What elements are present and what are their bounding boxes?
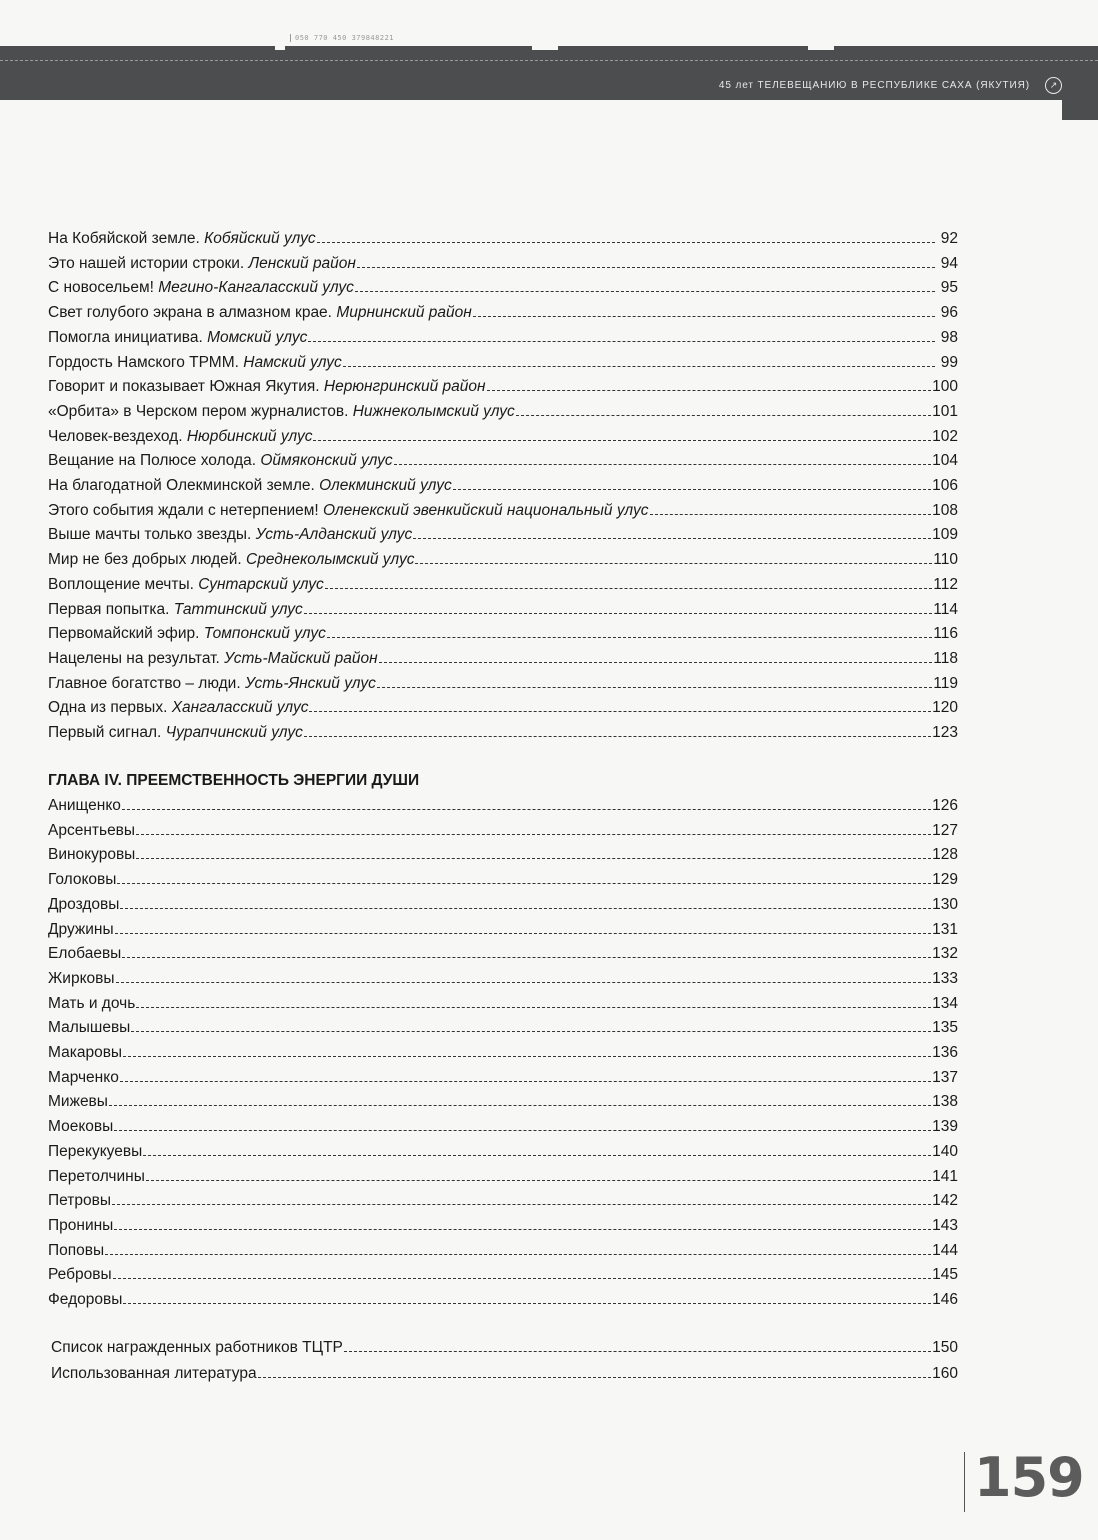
dot-leader	[116, 982, 932, 983]
dot-leader	[377, 687, 932, 688]
toc-entry-title	[48, 1167, 145, 1187]
barcode-text: 050 770 450 379848221	[290, 34, 394, 42]
toc-entry	[48, 821, 958, 841]
toc-page-number: 119	[933, 674, 958, 692]
toc-entry	[48, 920, 958, 940]
toc-entry-title	[48, 1216, 113, 1236]
toc-entry-title	[48, 649, 378, 669]
toc-entry-title	[51, 1338, 343, 1358]
toc-entry	[48, 994, 958, 1014]
top-margin	[0, 0, 1098, 48]
toc-entry-region: Мирнинский район	[336, 304, 472, 322]
toc-entry	[48, 895, 958, 915]
dot-leader	[413, 538, 931, 539]
toc-entry	[51, 1364, 958, 1384]
dot-leader	[115, 933, 932, 934]
toc-entry-text: Поповы	[48, 1241, 105, 1259]
toc-entry-text: Воплощение мечты.	[48, 575, 194, 593]
toc-entry	[48, 254, 958, 274]
dot-leader	[114, 1229, 931, 1230]
dot-leader	[136, 1007, 931, 1008]
dot-leader	[317, 242, 935, 243]
toc-entry-region: Хангаласский улус	[171, 699, 309, 717]
toc-entry	[48, 649, 958, 669]
toc-entry-text: Первая попытка.	[48, 600, 170, 618]
toc-entry	[48, 1092, 958, 1112]
dot-leader	[473, 316, 935, 317]
toc-page-number: 137	[932, 1068, 958, 1086]
toc-entry-title	[48, 1068, 119, 1088]
header-notch	[808, 46, 834, 50]
toc-entry	[48, 550, 958, 570]
toc-entry-title	[51, 1364, 257, 1384]
toc-entry-text: Свет голубого экрана в алмазном крае.	[48, 304, 332, 322]
toc-page-number: 94	[940, 254, 958, 272]
compass-icon: ↗	[1045, 77, 1062, 94]
toc-entry-region: Момский улус	[207, 328, 308, 346]
toc-entry-text: Это нашей истории строки.	[48, 254, 245, 272]
page-number: 159	[974, 1446, 1084, 1509]
toc-entry-text: Мать и дочь	[48, 994, 136, 1012]
header-edge-tab	[1062, 100, 1098, 120]
dot-leader	[487, 390, 932, 391]
toc-entry	[48, 525, 958, 545]
toc-page-number: 101	[932, 402, 958, 420]
toc-entry-text: Голоковы	[48, 871, 117, 889]
dot-leader	[120, 908, 931, 909]
toc-entry-title	[48, 1241, 104, 1261]
toc-entry-text: Малышевы	[48, 1019, 131, 1037]
dot-leader	[123, 1056, 931, 1057]
toc-entry	[48, 501, 958, 521]
toc-page-number: 141	[932, 1167, 958, 1185]
toc-entry-text: Вещание на Полюсе холода.	[48, 452, 257, 470]
toc-page-number: 123	[932, 724, 958, 741]
toc-entry	[48, 1265, 958, 1285]
toc-entry-title	[48, 328, 307, 348]
dot-leader	[357, 267, 935, 268]
toc-entry	[48, 476, 958, 496]
toc-entry-text: Этого события ждали с нетерпением!	[48, 501, 319, 519]
toc-entry-text: Моековы	[48, 1118, 114, 1136]
dot-leader	[327, 637, 932, 638]
toc-entry-text: Винокуровы	[48, 846, 136, 864]
toc-entry-title	[48, 1191, 111, 1211]
toc-entry-region: Кобяйский улус	[204, 230, 316, 247]
dot-leader	[355, 291, 935, 292]
dot-leader	[123, 1303, 931, 1304]
toc-entry-title	[48, 969, 115, 989]
toc-page-number: 145	[932, 1266, 958, 1284]
toc-page-number: 138	[932, 1093, 958, 1111]
dot-leader	[309, 711, 931, 712]
toc-entry-text: Марченко	[48, 1068, 119, 1086]
toc-entry-text: Человек-вездеход.	[48, 427, 183, 445]
toc-entry-region: Таттинский улус	[173, 600, 303, 618]
toc-entry-region: Оймяконский улус	[260, 452, 393, 470]
dot-leader	[304, 736, 931, 737]
toc-entry-text: Список награжденных работников ТЦТР	[51, 1339, 343, 1356]
chapter-heading: ГЛАВА IV. ПРЕЕМСТВЕННОСТЬ ЭНЕРГИИ ДУШИ	[48, 772, 420, 789]
toc-entry-region: Олекминский улус	[319, 477, 452, 494]
toc-entry	[48, 1117, 958, 1137]
toc-page-number: 112	[933, 575, 958, 593]
toc-entry-text: Первомайский эфир.	[48, 625, 200, 643]
toc-page-number: 143	[932, 1216, 958, 1234]
toc-page-number: 136	[932, 1044, 958, 1061]
dot-leader	[114, 1130, 931, 1131]
toc-entry-text: Помогла инициатива.	[48, 328, 203, 346]
toc-entry-text: На благодатной Олекминской земле.	[48, 477, 315, 494]
toc-entry-title	[48, 254, 356, 274]
toc-entry-text: Главное богатство – люди.	[48, 674, 241, 692]
toc-entry-title	[48, 845, 135, 865]
toc-page-number: 130	[932, 895, 958, 913]
toc-entry-text: Пронины	[48, 1216, 114, 1234]
toc-page-number: 133	[932, 969, 958, 987]
toc-entry	[48, 600, 958, 620]
toc-entry	[51, 1338, 958, 1358]
toc-page-number: 104	[932, 452, 958, 470]
dot-leader	[325, 588, 933, 589]
dot-leader	[313, 440, 931, 441]
toc-entry-text: Дроздовы	[48, 895, 120, 913]
toc-entry-text: Жирковы	[48, 969, 115, 987]
toc-entry	[48, 1043, 958, 1063]
toc-entry	[48, 1241, 958, 1261]
toc-entry-title	[48, 525, 412, 545]
toc-entry-region: Ленский район	[248, 254, 356, 272]
toc-entry-text: Анищенко	[48, 797, 121, 814]
toc-page-number: 99	[940, 353, 958, 371]
toc-page-number: 139	[932, 1118, 958, 1136]
toc-entry-title	[48, 402, 515, 422]
toc-page-number: 144	[932, 1241, 958, 1259]
toc-entry-region: Усть-Майский район	[224, 649, 378, 667]
toc-entry-title	[48, 920, 114, 940]
dot-leader	[304, 613, 933, 614]
toc-entry-title	[48, 674, 376, 694]
toc-entry-text: Перекукуевы	[48, 1142, 143, 1160]
toc-entry-region: Намский улус	[243, 353, 342, 371]
toc-entry	[48, 575, 958, 595]
toc-page-number: 150	[932, 1339, 958, 1356]
toc-entry	[48, 1191, 958, 1211]
toc-entry	[48, 229, 958, 249]
toc-page-number: 128	[932, 846, 958, 864]
dot-leader	[143, 1155, 931, 1156]
toc-entry-title	[48, 1043, 122, 1063]
toc-page-number: 92	[940, 230, 958, 247]
toc-entry	[48, 278, 958, 298]
toc-entry-region: Нерюнгринский район	[323, 378, 486, 396]
toc-entry-title	[48, 600, 303, 620]
toc-entry-title	[48, 994, 135, 1014]
toc-entry	[48, 427, 958, 447]
dot-leader	[258, 1377, 932, 1378]
toc-entry-region: Усть-Янский улус	[244, 674, 376, 692]
toc-entry-text: Макаровы	[48, 1044, 123, 1061]
toc-entry	[48, 845, 958, 865]
header-notch	[275, 46, 285, 50]
toc-page-number: 142	[932, 1192, 958, 1210]
header-notch	[532, 46, 558, 50]
dot-leader	[120, 1081, 931, 1082]
toc-page-number: 95	[940, 279, 958, 297]
toc-entry-text: Ребровы	[48, 1266, 112, 1284]
dot-leader	[109, 1105, 931, 1106]
toc-entry	[48, 624, 958, 644]
toc-entry-title	[48, 229, 316, 249]
toc-entry-text: Арсентьевы	[48, 821, 136, 839]
toc-entry	[48, 1068, 958, 1088]
toc-entry-text: Мижевы	[48, 1093, 108, 1111]
toc-entry	[48, 870, 958, 890]
dot-leader	[136, 834, 931, 835]
toc-entry-title	[48, 353, 342, 373]
toc-page-number: 110	[933, 551, 958, 569]
toc-page-number: 132	[932, 945, 958, 963]
toc-page-number: 116	[933, 625, 958, 643]
toc-entry	[48, 969, 958, 989]
dot-leader	[650, 514, 932, 515]
toc-page-number: 127	[932, 821, 958, 839]
toc-entry-text: Выше мачты только звезды.	[48, 526, 252, 544]
toc-entry-title	[48, 698, 308, 718]
toc-entry-title	[48, 1117, 113, 1137]
toc-entry-title	[48, 1142, 142, 1162]
toc-entry-text: Дружины	[48, 920, 114, 938]
toc-entry-title	[48, 550, 414, 570]
toc-page-number: 108	[932, 501, 958, 519]
dot-leader	[379, 662, 933, 663]
toc-entry-region: Чурапчинский улус	[165, 724, 303, 741]
toc-entry-text: Елобаевы	[48, 945, 122, 963]
toc-entry-region: Усть-Алданский улус	[255, 526, 413, 544]
page-number-rule	[964, 1452, 965, 1512]
dot-leader	[394, 464, 931, 465]
toc-page-number: 160	[932, 1365, 958, 1382]
dot-leader	[105, 1254, 931, 1255]
toc-page-number: 146	[932, 1291, 958, 1308]
toc-page-number: 109	[932, 526, 958, 544]
toc-entry-text: Одна из первых.	[48, 699, 168, 717]
toc-entry	[48, 1142, 958, 1162]
toc-entry	[48, 1290, 958, 1310]
toc-entry-text: Первый сигнал.	[48, 724, 162, 741]
toc-entry-title	[48, 377, 486, 397]
toc-entry-region: Мегино-Кангаласский улус	[158, 279, 354, 297]
toc-page-number: 134	[932, 994, 958, 1012]
toc-page-number: 98	[940, 328, 958, 346]
toc-entry-title	[48, 451, 393, 471]
toc-entry-title	[48, 821, 135, 841]
toc-entry-title	[48, 870, 116, 890]
toc-entry-text: Федоровы	[48, 1291, 123, 1308]
toc-entry	[48, 377, 958, 397]
toc-entry-region: Оленекский эвенкийский национальный улус	[323, 501, 649, 519]
toc-entry-title	[48, 1290, 122, 1310]
toc-entry	[48, 328, 958, 348]
dot-leader	[343, 366, 935, 367]
dot-leader	[131, 1031, 931, 1032]
toc-entry-title	[48, 427, 312, 447]
toc-entry	[48, 723, 958, 743]
toc-page-number: 129	[932, 871, 958, 889]
toc-entry-text: Перетолчины	[48, 1167, 145, 1185]
toc-entry-title	[48, 575, 324, 595]
toc-entry	[48, 698, 958, 718]
toc-entry-title	[48, 1265, 112, 1285]
toc-entry	[48, 451, 958, 471]
toc-page-number: 102	[932, 427, 958, 445]
toc-entry-text: На Кобяйской земле.	[48, 230, 200, 247]
dot-leader	[112, 1204, 931, 1205]
toc-entry-text: Использованная литература	[51, 1365, 257, 1382]
toc-entry-region: Нижнеколымский улус	[352, 402, 515, 420]
toc-entry-text: Гордость Намского ТРММ.	[48, 353, 239, 371]
toc-page-number: 100	[932, 378, 958, 396]
toc-entry-title	[48, 1018, 130, 1038]
toc-entry-title	[48, 501, 649, 521]
dot-leader	[122, 957, 931, 958]
toc-entry-text: «Орбита» в Черском пером журналистов.	[48, 402, 349, 420]
dot-leader	[344, 1351, 931, 1352]
toc-entry-title	[48, 303, 472, 323]
toc-page-number: 131	[932, 920, 958, 938]
running-header-title: 45 лет ТЕЛЕВЕЩАНИЮ В РЕСПУБЛИКЕ САХА (ЯКУТИЯ)	[718, 80, 1030, 91]
toc-entry-text: Нацелены на результат.	[48, 649, 220, 667]
toc-page-number: 126	[932, 797, 958, 814]
dot-leader	[516, 415, 931, 416]
toc-entry	[48, 402, 958, 422]
dot-leader	[136, 858, 931, 859]
toc-entry	[48, 353, 958, 373]
toc-entry-region: Сунтарский улус	[198, 575, 324, 593]
toc-entry	[48, 303, 958, 323]
toc-entry-title	[48, 476, 452, 496]
toc-entry	[48, 1018, 958, 1038]
toc-entry	[48, 1216, 958, 1236]
toc-entry	[48, 796, 958, 816]
toc-page-number: 140	[932, 1142, 958, 1160]
toc-page-number: 118	[933, 649, 958, 667]
dot-leader	[415, 563, 932, 564]
toc-entry-text: Говорит и показывает Южная Якутия.	[48, 378, 320, 396]
toc-page-number: 96	[940, 304, 958, 322]
dot-leader	[146, 1180, 931, 1181]
dot-leader	[113, 1278, 932, 1279]
toc-entry-text: Мир не без добрых людей.	[48, 551, 242, 569]
dot-leader	[117, 883, 931, 884]
toc-entry-title	[48, 1092, 108, 1112]
toc-entry-region: Томпонский улус	[203, 625, 326, 643]
toc-page-number: 135	[932, 1019, 958, 1037]
toc-entry-text: Петровы	[48, 1192, 111, 1210]
toc-entry-title	[48, 796, 121, 816]
toc-entry	[48, 674, 958, 694]
toc-entry-title	[48, 723, 303, 743]
dot-leader	[122, 809, 931, 810]
toc-entry-title	[48, 895, 119, 915]
toc-entry-title	[48, 278, 354, 298]
toc-entry	[48, 944, 958, 964]
running-header-bar	[0, 46, 1098, 100]
toc-entry-title	[48, 624, 326, 644]
toc-page-number: 114	[933, 600, 958, 618]
header-dashed-rule	[0, 60, 1098, 61]
toc-entry-title	[48, 944, 121, 964]
toc-entry	[48, 1167, 958, 1187]
dot-leader	[453, 489, 931, 490]
toc-entry-region: Нюрбинский улус	[186, 427, 313, 445]
toc-entry-region: Среднеколымский улус	[246, 551, 415, 569]
dot-leader	[308, 341, 935, 342]
toc-page-number: 120	[932, 699, 958, 717]
toc-page-number: 106	[932, 477, 958, 494]
toc-entry-text: С новосельем!	[48, 279, 154, 297]
